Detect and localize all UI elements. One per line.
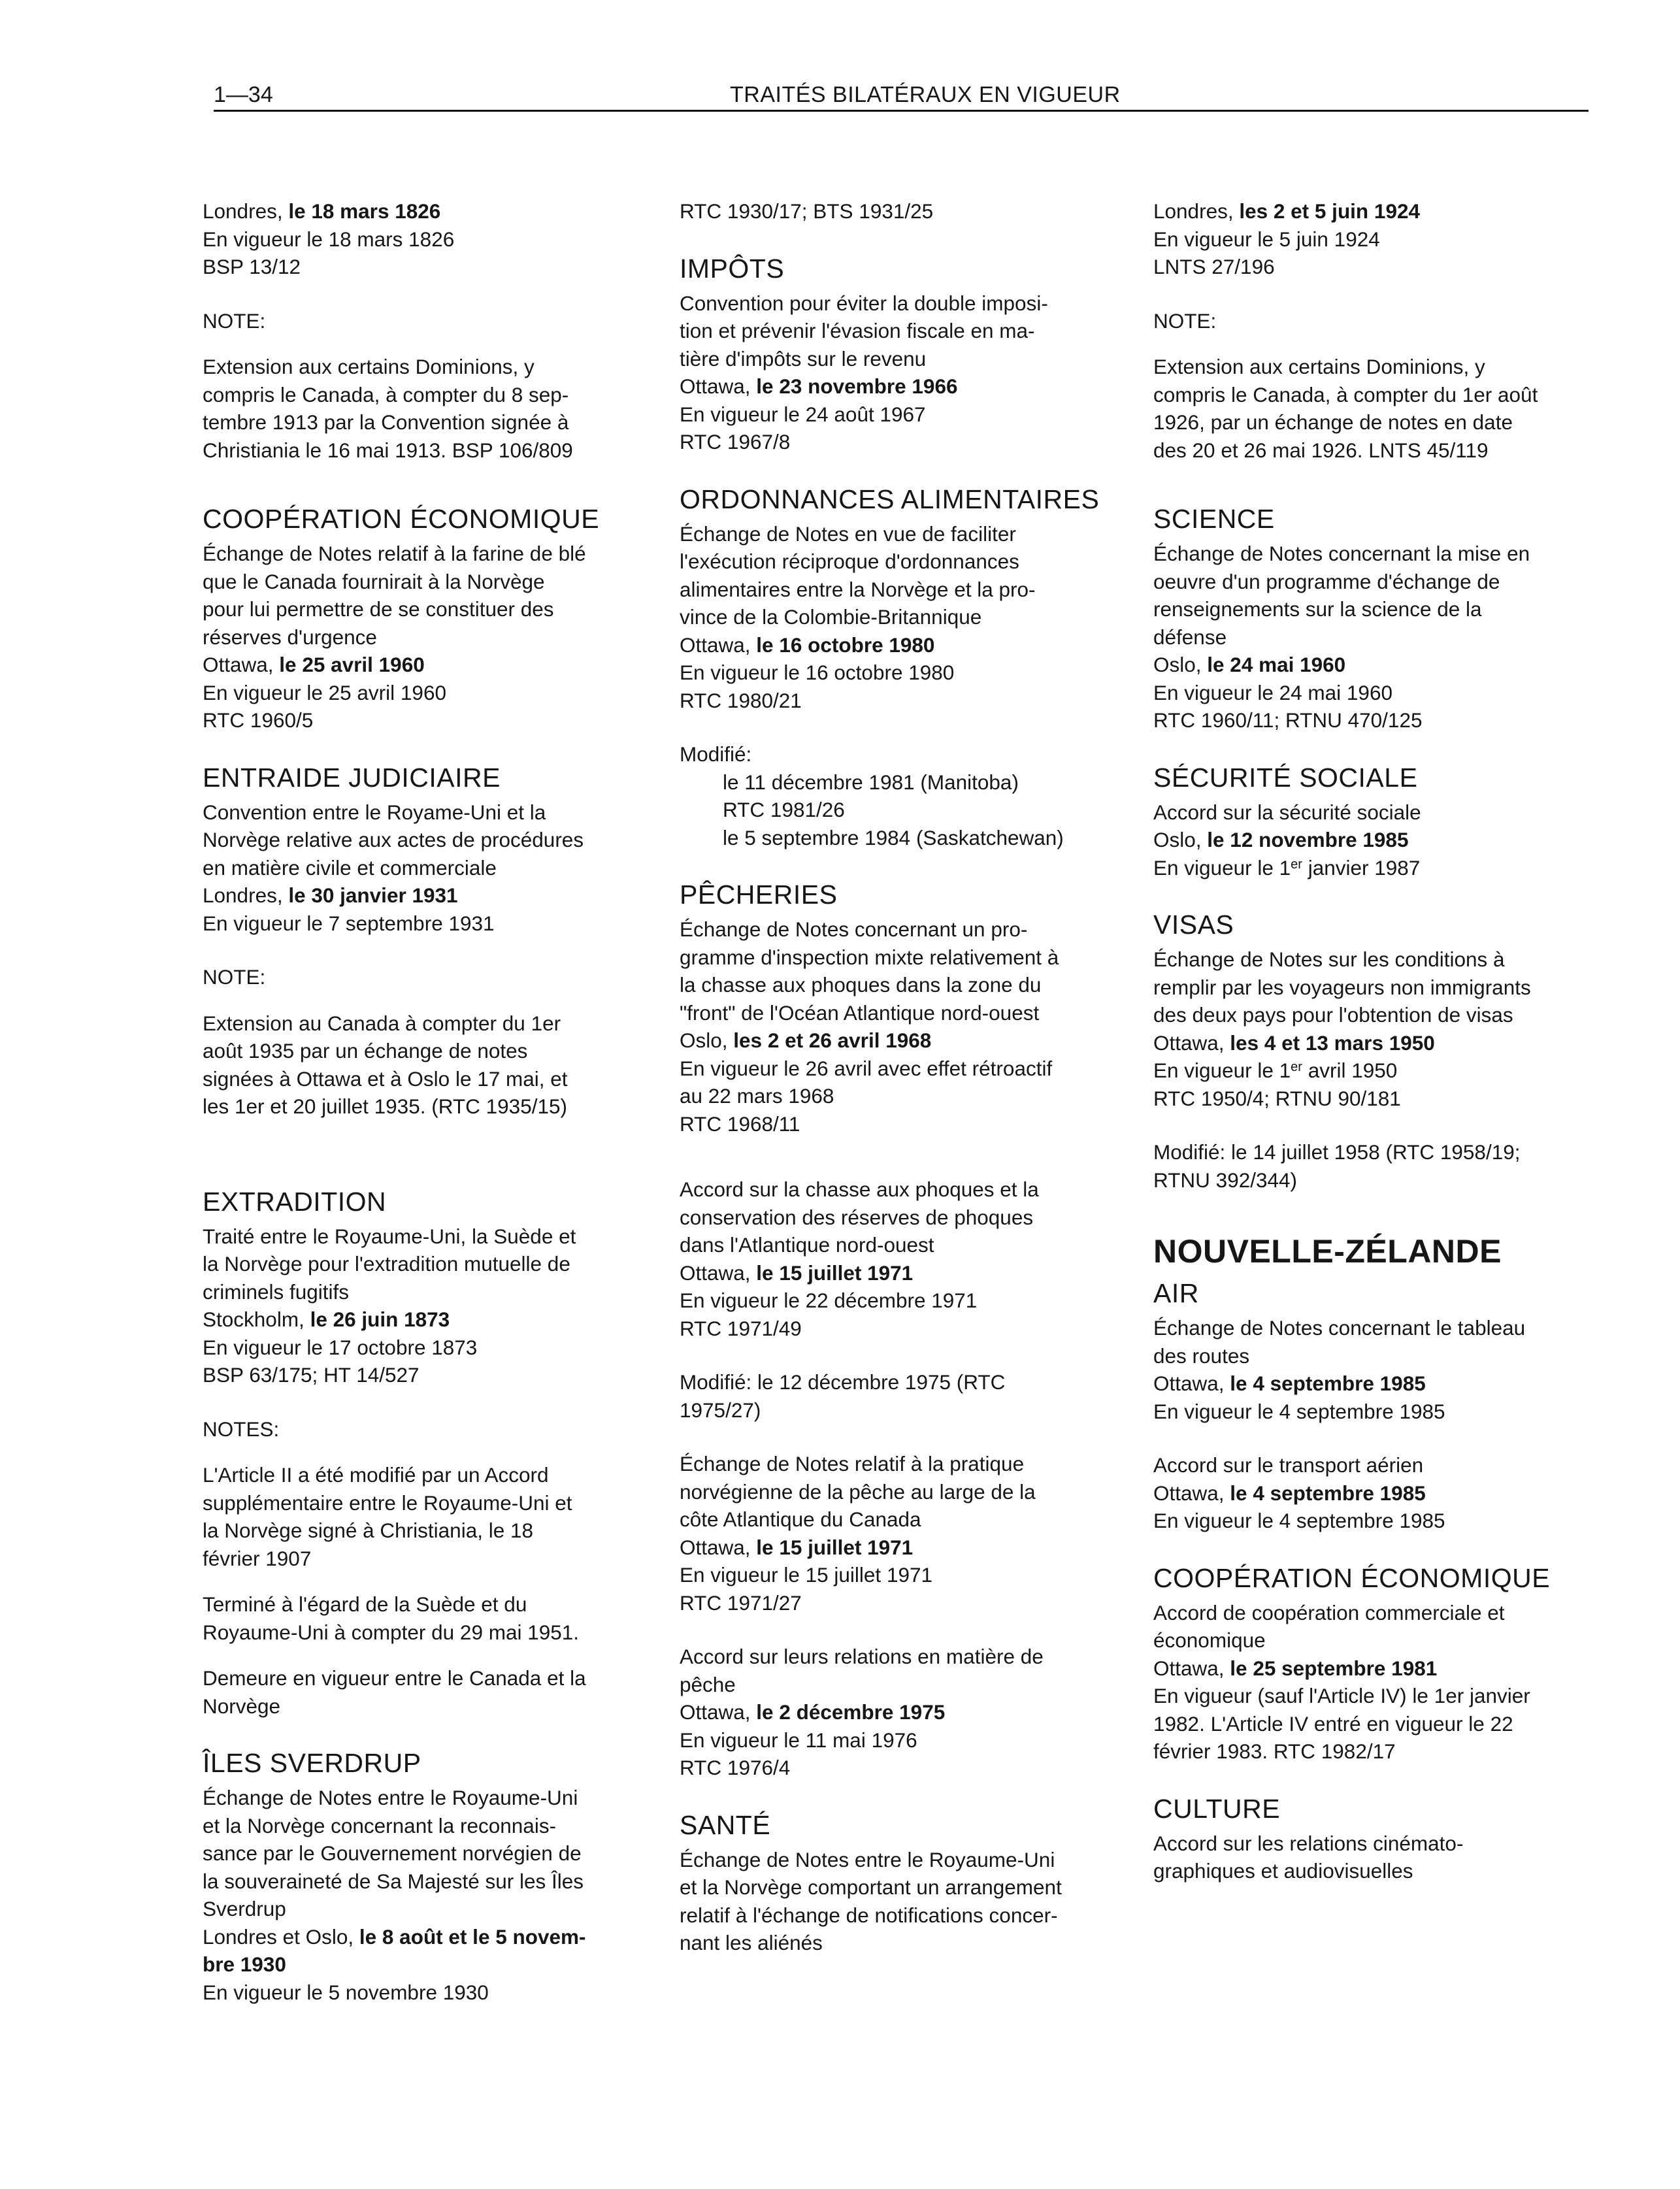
superscript: er — [1291, 1060, 1302, 1074]
section-heading: CULTURE — [1153, 1793, 1281, 1824]
text-line — [1153, 826, 1598, 854]
text-line: RTC 1960/5 — [203, 708, 314, 732]
note-label — [203, 963, 653, 991]
text-line: BSP 13/12 — [203, 255, 301, 278]
text-line: Échange de Notes relatif à la pratique — [680, 1452, 1025, 1475]
text-line: RTC 1930/17; BTS 1931/25 — [680, 199, 934, 223]
text-line: RTNU 392/344) — [1153, 1168, 1298, 1192]
note-label — [203, 307, 653, 335]
spacer — [1153, 1425, 1598, 1451]
text-line — [1153, 1479, 1598, 1507]
text-line: Accord sur la chasse aux phoques et la — [680, 1177, 1039, 1201]
text-run: Oslo, — [1153, 828, 1208, 851]
bold-date: le 23 novembre 1966 — [756, 374, 958, 398]
bold-date: les 2 et 5 juin 1924 — [1239, 199, 1420, 223]
text-line: en matière civile et commerciale — [203, 855, 497, 880]
section-heading: AIR — [1153, 1278, 1199, 1308]
text-line: conservation des réserves de phoques — [680, 1205, 1034, 1229]
text-line — [1153, 1370, 1598, 1398]
text-line: défense — [1153, 625, 1227, 649]
bold-date: le 8 août et le 5 novem- — [359, 1924, 586, 1949]
text-line: oeuvre d'un programme d'échange de — [1153, 569, 1500, 593]
treaty-entry — [1153, 1599, 1598, 1766]
text-run: Ottawa, — [1153, 1656, 1230, 1680]
text-line: réserves d'urgence — [203, 625, 377, 649]
text-line — [680, 1259, 1130, 1287]
section-heading: COOPÉRATION ÉCONOMIQUE — [203, 504, 600, 534]
text-line: RTC 1971/27 — [680, 1590, 802, 1615]
bold-date: les 4 et 13 mars 1950 — [1230, 1030, 1435, 1055]
text-line: pour lui permettre de se constituer des — [203, 597, 554, 621]
spacer — [680, 1617, 1130, 1643]
text-line: Accord de coopération commerciale et — [1153, 1600, 1505, 1624]
text-line: février 1983. RTC 1982/17 — [1153, 1739, 1396, 1763]
text-line: Accord sur le transport aérien — [1153, 1453, 1424, 1477]
bold-date: le 30 janvier 1931 — [288, 883, 458, 907]
text-line: tembre 1913 par la Convention signée à — [203, 410, 569, 434]
text-line: sance par le Gouvernement norvégien de — [203, 1841, 582, 1865]
spacer — [203, 734, 653, 761]
spacer — [1153, 464, 1598, 502]
text-line: Échange de Notes entre le Royaume-Uni — [203, 1786, 578, 1809]
text-line — [680, 631, 1130, 659]
text-line: En vigueur le 24 août 1967 — [680, 402, 926, 426]
text-line: la Norvège signé à Christiania, le 18 — [203, 1519, 534, 1542]
text-line — [1153, 1029, 1598, 1057]
text-line: RTC 1968/11 — [680, 1111, 800, 1136]
text-line: et la Norvège concernant la reconnais- — [203, 1813, 557, 1837]
treaty-entry — [203, 540, 653, 734]
spacer — [680, 456, 1130, 482]
treaty-entry — [1153, 540, 1598, 734]
text-line: En vigueur le 11 mai 1976 — [680, 1728, 917, 1752]
text-line: NOTES: — [203, 1417, 280, 1441]
treaty-entry — [680, 520, 1130, 715]
text-line: Échange de Notes en vue de faciliter — [680, 521, 1016, 546]
text-line: NOTE: — [1153, 308, 1217, 333]
text-line: des routes — [1153, 1343, 1250, 1368]
text-line: vince de la Colombie-Britannique — [680, 605, 982, 629]
text-line: l'exécution réciproque d'ordonnances — [680, 550, 1019, 573]
text-line: En vigueur le 16 octobre 1980 — [680, 661, 955, 684]
text-line: En vigueur le 4 septembre 1985 — [1153, 1399, 1445, 1423]
text-line: Accord sur leurs relations en matière de — [680, 1645, 1044, 1668]
text-line: tière d'impôts sur le revenu — [680, 346, 927, 370]
bold-date: le 24 mai 1960 — [1207, 653, 1346, 676]
bold-date: le 4 septembre 1985 — [1230, 1481, 1426, 1505]
section-heading: PÊCHERIES — [680, 880, 838, 910]
text-line: économique — [1153, 1628, 1266, 1652]
treaty-entry — [680, 289, 1130, 456]
section-heading: ORDONNANCES ALIMENTAIRES — [680, 484, 1100, 514]
spacer — [680, 1424, 1130, 1450]
bold-date: le 16 octobre 1980 — [756, 633, 935, 657]
note-text — [1153, 353, 1598, 464]
page-number: 1—34 — [214, 82, 273, 107]
text-run: Ottawa, — [1153, 1030, 1230, 1055]
section-heading: EXTRADITION — [203, 1186, 387, 1217]
text-line: Extension aux certains Dominions, y — [1153, 355, 1485, 378]
text-line: En vigueur le 17 octobre 1873 — [203, 1335, 478, 1359]
text-line: Échange de Notes sur les conditions à — [1153, 947, 1505, 971]
text-line: Échange de Notes concernant la mise en — [1153, 542, 1530, 565]
spacer — [203, 1159, 653, 1185]
text-line — [680, 1027, 1130, 1055]
text-line: En vigueur le 7 septembre 1931 — [203, 911, 495, 935]
spacer — [1153, 1194, 1598, 1232]
spacer — [203, 281, 653, 307]
spacer — [1153, 1112, 1598, 1138]
text-line: dans l'Atlantique nord-ouest — [680, 1233, 934, 1257]
treaty-entry — [680, 1176, 1130, 1342]
section-heading: VISAS — [1153, 910, 1234, 940]
section-heading: SANTÉ — [680, 1809, 771, 1840]
text-run: Londres, — [203, 883, 289, 907]
bold-date: le 26 juin 1873 — [310, 1308, 450, 1331]
country-heading: NOUVELLE-ZÉLANDE — [1153, 1233, 1502, 1270]
bold-date: le 12 novembre 1985 — [1207, 828, 1409, 851]
text-line: NOTE: — [203, 965, 266, 989]
text-line: remplir par les voyageurs non immigrants — [1153, 975, 1531, 999]
text-line: Extension aux certains Dominions, y — [203, 355, 535, 378]
text-line — [680, 1534, 1130, 1562]
spacer — [1153, 881, 1598, 908]
text-line: côte Atlantique du Canada — [680, 1507, 921, 1531]
section-heading: IMPÔTS — [680, 253, 785, 284]
text-line — [203, 197, 653, 225]
text-line: la chasse aux phoques dans la zone du — [680, 973, 1042, 996]
text-line: Accord sur la sécurité sociale — [1153, 800, 1421, 824]
text-run: janvier 1987 — [1302, 855, 1421, 880]
running-title: TRAITÉS BILATÉRAUX EN VIGUEUR — [730, 82, 1121, 107]
text-line: le 5 septembre 1984 (Saskatchewan) — [723, 825, 1064, 849]
text-line: Accord sur les relations cinémato- — [1153, 1831, 1464, 1855]
text-line: compris le Canada, à compter du 1er août — [1153, 382, 1538, 406]
column-1 — [203, 197, 653, 2006]
text-line: En vigueur le 5 novembre 1930 — [203, 1980, 489, 2004]
text-line: En vigueur le 15 juillet 1971 — [680, 1563, 933, 1587]
text-line: Convention pour éviter la double imposi- — [680, 291, 1048, 315]
text-line: Demeure en vigueur entre le Canada et la — [203, 1666, 586, 1690]
text-line — [203, 1306, 653, 1334]
text-line: En vigueur le 22 décembre 1971 — [680, 1289, 978, 1312]
text-line: février 1907 — [203, 1546, 312, 1570]
text-line: RTC 1980/21 — [680, 688, 802, 712]
note-text — [203, 1590, 653, 1646]
text-run: Ottawa, — [1153, 1481, 1230, 1505]
treaty-entry — [1153, 1451, 1598, 1535]
text-run: Oslo, — [1153, 653, 1208, 676]
text-line: RTC 1960/11; RTNU 470/125 — [1153, 708, 1423, 732]
text-line: RTC 1976/4 — [680, 1756, 791, 1779]
text-line — [203, 1923, 653, 1951]
note-text — [203, 353, 653, 464]
note-text — [203, 1461, 653, 1572]
spacer — [203, 1389, 653, 1415]
text-run: Londres et Oslo, — [203, 1924, 359, 1949]
text-line — [1153, 651, 1598, 679]
text-line: 1975/27) — [680, 1398, 761, 1422]
text-line: "front" de l'Océan Atlantique nord-ouest — [680, 1000, 1040, 1025]
section-heading: COOPÉRATION ÉCONOMIQUE — [1153, 1562, 1551, 1593]
text-line: graphiques et audiovisuelles — [1153, 1859, 1413, 1883]
text-line: gramme d'inspection mixte relativement à — [680, 945, 1059, 969]
text-run: En vigueur le — [1153, 1059, 1279, 1082]
text-line: des deux pays pour l'obtention de visas — [1153, 1003, 1513, 1027]
text-run: Ottawa, — [680, 374, 757, 398]
text-line: En vigueur le 18 mars 1826 — [203, 227, 455, 251]
text-line: LNTS 27/196 — [1153, 255, 1275, 278]
text-line: Modifié: — [680, 742, 752, 766]
spacer — [203, 1720, 653, 1746]
treaty-entry — [203, 1784, 653, 2006]
spacer — [680, 1782, 1130, 1808]
text-line: la souveraineté de Sa Majesté sur les Îles — [203, 1869, 584, 1893]
text-line: En vigueur le 25 avril 1960 — [203, 680, 446, 704]
bold-date: le 2 décembre 1975 — [756, 1700, 946, 1724]
text-line: relatif à l'échange de notifications concer- — [680, 1903, 1058, 1927]
text-line: la Norvège pour l'extradition mutuelle de — [203, 1252, 570, 1276]
text-line: Christiania le 16 mai 1913. BSP 106/809 — [203, 438, 573, 462]
treaty-ref — [680, 197, 1130, 225]
treaty-entry — [1153, 946, 1598, 1112]
spacer — [1153, 1766, 1598, 1792]
text-line: Sverdrup — [203, 1897, 286, 1920]
text-line: signées à Ottawa et à Oslo le 17 mai, et — [203, 1066, 568, 1091]
text-line: Échange de Notes concernant le tableau — [1153, 1316, 1526, 1340]
text-run: Oslo, — [680, 1029, 734, 1052]
spacer — [203, 335, 653, 353]
spacer — [203, 991, 653, 1010]
bold-date: le 25 avril 1960 — [279, 653, 425, 676]
bold-date: le 4 septembre 1985 — [1230, 1372, 1426, 1395]
treaty-entry — [1153, 197, 1598, 281]
text-line — [1153, 854, 1598, 882]
text-run: Ottawa, — [680, 633, 757, 657]
text-line: Échange de Notes relatif à la farine de blé — [203, 542, 586, 565]
text-line — [680, 1698, 1130, 1726]
text-line: En vigueur le 24 mai 1960 — [1153, 680, 1392, 704]
text-run: Londres, — [203, 199, 289, 223]
text-run: Ottawa, — [203, 653, 280, 676]
spacer — [203, 937, 653, 963]
text-line: Terminé à l'égard de la Suède et du — [203, 1592, 527, 1616]
text-line: Norvège relative aux actes de procédures — [203, 828, 584, 851]
text-line — [1153, 1057, 1598, 1085]
text-run: Stockholm, — [203, 1308, 310, 1331]
text-line: supplémentaire entre le Royaume-Uni et — [203, 1490, 572, 1515]
spacer — [203, 464, 653, 502]
text-line: des 20 et 26 mai 1926. LNTS 45/119 — [1153, 438, 1489, 462]
treaty-entry — [1153, 798, 1598, 882]
spacer — [1153, 1535, 1598, 1561]
spacer — [680, 714, 1130, 740]
text-line: que le Canada fournirait à la Norvège — [203, 569, 545, 593]
text-line: Convention entre le Royame-Uni et la — [203, 800, 546, 824]
text-line: norvégienne de la pêche au large de la — [680, 1479, 1036, 1504]
column-3 — [1153, 197, 1598, 1885]
amendment — [680, 1368, 1130, 1424]
spacer — [1153, 335, 1598, 353]
spacer — [680, 225, 1130, 252]
treaty-entry — [203, 197, 653, 281]
text-line: RTC 1971/49 — [680, 1316, 802, 1340]
text-line: et la Norvège comportant un arrangement — [680, 1875, 1062, 1899]
treaty-entry — [680, 1643, 1130, 1782]
amendment — [1153, 1138, 1598, 1194]
text-line: 1926, par un échange de notes en date — [1153, 410, 1513, 434]
text-run: Ottawa, — [1153, 1372, 1230, 1395]
text-line: Modifié: le 12 décembre 1975 (RTC — [680, 1370, 1006, 1394]
spacer — [203, 1572, 653, 1590]
text-run: En vigueur le 1 — [1153, 855, 1291, 880]
amendment — [680, 740, 1130, 851]
note-label — [1153, 307, 1598, 335]
text-line: tion et prévenir l'évasion fiscale en ma- — [680, 319, 1035, 342]
treaty-entry — [680, 1450, 1130, 1617]
text-line: bre 1930 — [203, 1952, 286, 1976]
treaty-entry — [680, 1846, 1130, 1957]
text-line: RTC 1967/8 — [680, 430, 791, 453]
treaty-entry — [680, 915, 1130, 1138]
text-line: Royaume-Uni à compter du 29 mai 1951. — [203, 1620, 580, 1644]
column-2 — [680, 197, 1130, 1957]
section-heading: SÉCURITÉ SOCIALE — [1153, 762, 1418, 793]
text-line: pêche — [680, 1672, 736, 1696]
superscript: er — [1291, 857, 1302, 872]
text-line — [1153, 197, 1598, 225]
bold-date: les 2 et 26 avril 1968 — [733, 1029, 932, 1052]
note-label — [203, 1415, 653, 1443]
text-line: août 1935 par un échange de notes — [203, 1039, 528, 1062]
spacer — [203, 1121, 653, 1159]
section-heading: ÎLES SVERDRUP — [203, 1748, 421, 1778]
text-line: nant les aliénés — [680, 1931, 823, 1954]
text-line: alimentaires entre la Norvège et la pro- — [680, 577, 1036, 601]
text-line: En vigueur le 4 septembre 1985 — [1153, 1509, 1445, 1532]
text-run: Londres, — [1153, 199, 1240, 223]
text-line: Extension au Canada à compter du 1er — [203, 1011, 561, 1035]
bold-date: le 15 juillet 1971 — [756, 1260, 914, 1285]
section-heading: ENTRAIDE JUDICIAIRE — [203, 762, 501, 793]
text-run: Ottawa, — [680, 1260, 757, 1285]
text-run: Ottawa, — [680, 1535, 757, 1559]
text-line: Traité entre le Royaume-Uni, la Suède et — [203, 1224, 576, 1248]
running-head — [214, 80, 1589, 112]
text-line: les 1er et 20 juillet 1935. (RTC 1935/15) — [203, 1094, 567, 1118]
text-line — [203, 881, 653, 910]
text-line: RTC 1950/4; RTNU 90/181 — [1153, 1086, 1401, 1110]
text-line: compris le Canada, à compter du 8 sep- — [203, 382, 569, 406]
text-line — [680, 372, 1130, 401]
text-line: Échange de Notes concernant un pro- — [680, 917, 1028, 941]
note-text — [203, 1010, 653, 1121]
bold-date: le 25 septembre 1981 — [1230, 1656, 1438, 1680]
treaty-entry — [1153, 1830, 1598, 1885]
text-line: Modifié: le 14 juillet 1958 (RTC 1958/19; — [1153, 1140, 1521, 1164]
bold-date: le 18 mars 1826 — [288, 199, 441, 223]
text-line — [1153, 1654, 1598, 1683]
spacer — [680, 851, 1130, 878]
spacer — [680, 1342, 1130, 1368]
text-line: L'Article II a été modifié par un Accord — [203, 1463, 549, 1487]
text-line: RTC 1981/26 — [723, 798, 845, 821]
text-line: BSP 63/175; HT 14/527 — [203, 1363, 420, 1387]
text-line: NOTE: — [203, 308, 266, 333]
text-line: le 11 décembre 1981 (Manitoba) — [723, 770, 1019, 794]
text-line: Échange de Notes entre le Royaume-Uni — [680, 1847, 1055, 1871]
text-line: Norvège — [203, 1694, 281, 1718]
text-line: renseignements sur la science de la — [1153, 597, 1482, 621]
text-line: au 22 mars 1968 — [680, 1084, 834, 1108]
treaty-entry — [203, 1223, 653, 1389]
text-run: Ottawa, — [680, 1700, 757, 1724]
text-line — [203, 651, 653, 679]
treaty-entry — [1153, 1314, 1598, 1425]
text-line: 1982. L'Article IV entré en vigueur le 22 — [1153, 1711, 1513, 1736]
text-line: criminels fugitifs — [203, 1279, 350, 1304]
text-line: En vigueur le 5 juin 1924 — [1153, 227, 1380, 251]
bold-date: le 15 juillet 1971 — [756, 1535, 914, 1559]
spacer — [1153, 281, 1598, 307]
spacer — [203, 1443, 653, 1461]
section-heading: SCIENCE — [1153, 504, 1275, 534]
note-text — [203, 1664, 653, 1720]
text-run: avril 1950 — [1302, 1059, 1398, 1082]
text-line: En vigueur (sauf l'Article IV) le 1er janvier — [1153, 1684, 1530, 1707]
spacer — [203, 1646, 653, 1664]
spacer — [680, 1138, 1130, 1176]
spacer — [1153, 734, 1598, 761]
treaty-entry — [203, 798, 653, 938]
text-line: En vigueur le 26 avril avec effet rétroactif — [680, 1056, 1053, 1080]
text-run: 1 — [1279, 1059, 1291, 1082]
